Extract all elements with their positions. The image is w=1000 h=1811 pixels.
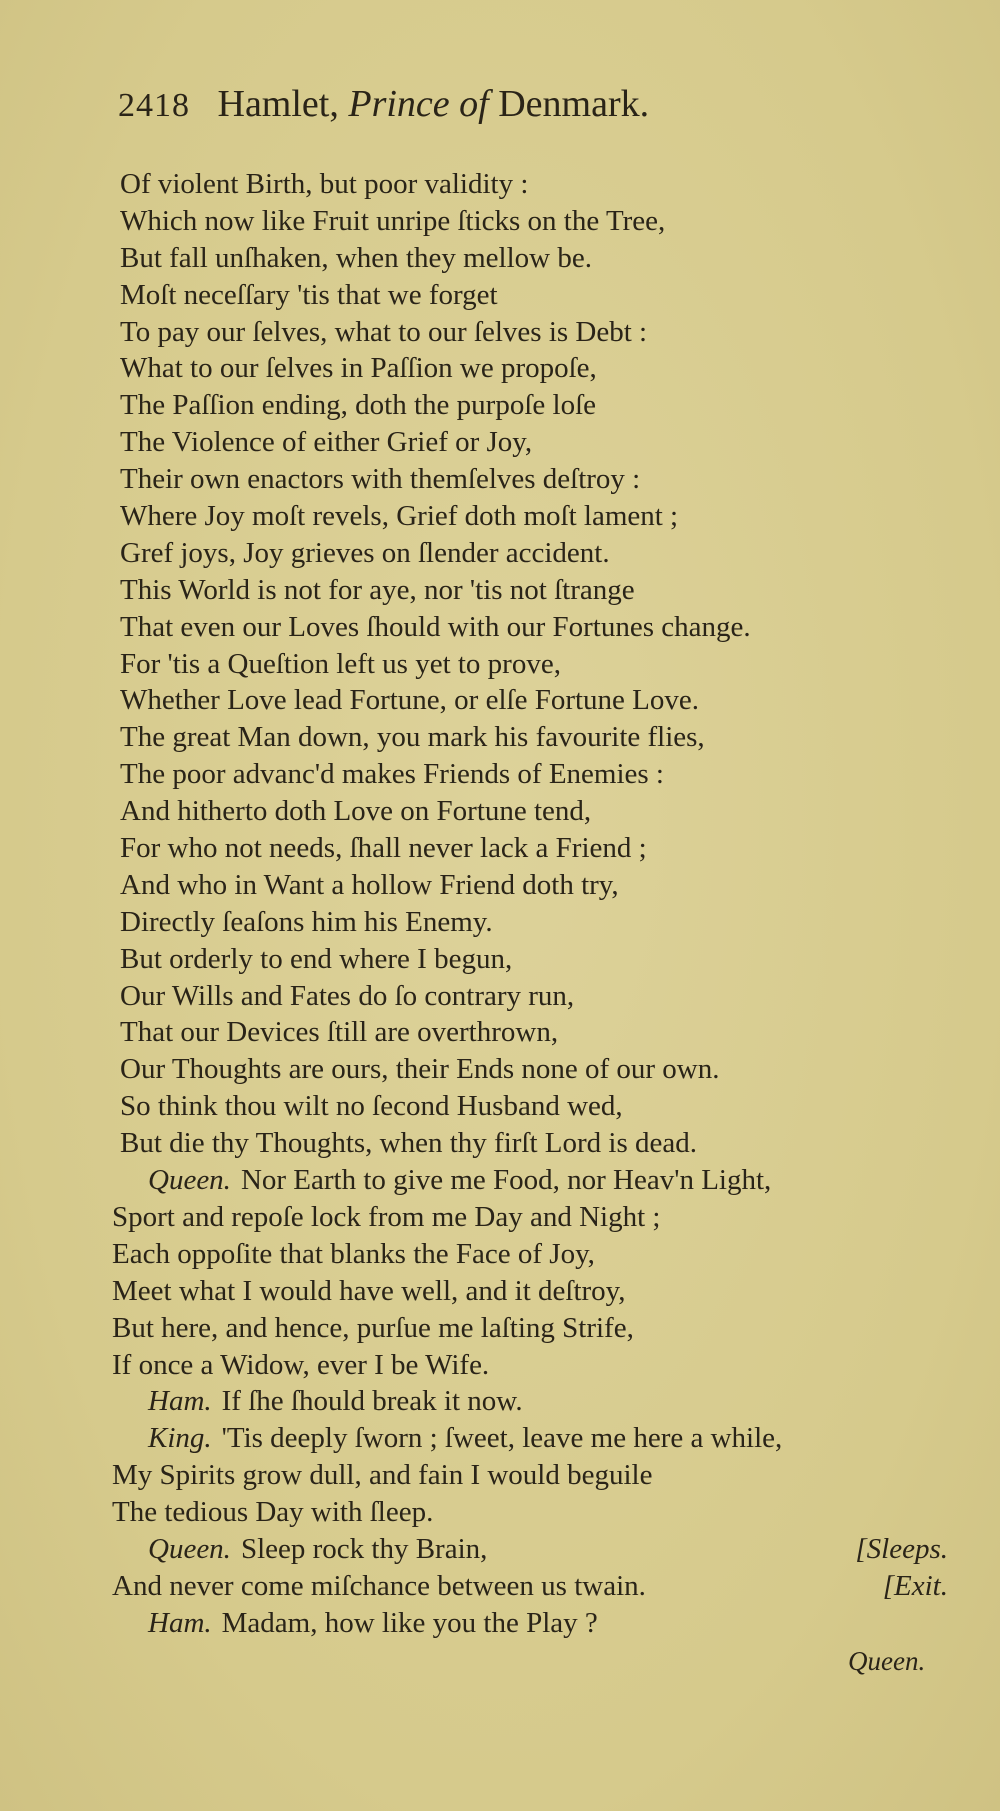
verse-line: [120, 1605, 960, 1642]
verse-line: [120, 1051, 960, 1088]
line-text: My Spirits grow dull, and fain I would beguile: [112, 1459, 653, 1492]
line-text: And hitherto doth Love on Fortune tend,: [120, 795, 592, 828]
line-text: For 'tis a Queſtion left us yet to prove,: [120, 647, 561, 680]
line-text: The Paſſion ending, doth the purpoſe loſe: [120, 389, 596, 422]
speaker-name: Ham.: [148, 1606, 212, 1639]
verse-line: [120, 1125, 960, 1162]
line-text: Our Thoughts are ours, their Ends none of our own.: [120, 1053, 720, 1086]
stage-direction: [Exit.: [882, 1569, 948, 1602]
catchword: Queen.: [848, 1646, 926, 1676]
speaker-name: King.: [148, 1422, 212, 1455]
line-text: For who not needs, ſhall never lack a Friend ;: [120, 832, 647, 865]
page-number: 2418: [118, 87, 190, 124]
verse-line: [120, 941, 960, 978]
line-text: But fall unſhaken, when they mellow be.: [120, 241, 592, 274]
line-text: Nor Earth to give me Food, nor Heav'n Light,: [240, 1164, 772, 1197]
verse-line: [120, 1531, 960, 1568]
verse-line: [120, 1014, 960, 1051]
verse-line: [120, 830, 960, 867]
line-text: But orderly to end where I begun,: [120, 942, 513, 975]
verse-line: [112, 1236, 960, 1273]
line-text: The great Man down, you mark his favourite flies,: [120, 721, 705, 754]
verse-line: [120, 1162, 960, 1199]
header-title-part1: Hamlet,: [217, 83, 339, 125]
speaker-name: Queen.: [148, 1532, 231, 1565]
verse-line: [112, 1457, 960, 1494]
verse-line: [120, 461, 960, 498]
line-text: The Violence of either Grief or Joy,: [120, 426, 533, 459]
verse-line: [120, 535, 960, 572]
line-text: Madam, how like you the Play ?: [221, 1606, 598, 1639]
line-text: The tedious Day with ſleep.: [112, 1496, 434, 1529]
line-text: Their own enactors with themſelves deſtroy :: [120, 463, 641, 496]
line-text: Directly ſeaſons him his Enemy.: [120, 905, 493, 938]
verse-line: [120, 1088, 960, 1125]
verse-line: [112, 1273, 960, 1310]
line-text: To pay our ſelves, what to our ſelves is Debt :: [120, 315, 648, 348]
line-text: If ſhe ſhould break it now.: [221, 1385, 523, 1418]
verse-line: [120, 682, 960, 719]
verse-line: [120, 350, 960, 387]
verse-line: [120, 609, 960, 646]
verse-line: [112, 1310, 960, 1347]
verse-line: [120, 646, 960, 683]
line-text: And who in Want a hollow Friend doth try,: [120, 868, 619, 901]
verse-line: [112, 1347, 960, 1384]
line-text: Meet what I would have well, and it deſtroy,: [112, 1274, 626, 1307]
verse-line: [120, 793, 960, 830]
speaker-name: Ham.: [148, 1385, 212, 1418]
verse-line: [120, 572, 960, 609]
verse-text: [112, 166, 960, 1642]
line-text: That even our Loves ſhould with our Fortunes change.: [120, 610, 751, 643]
header-title-italic: Prince of: [348, 83, 489, 125]
verse-line: [120, 978, 960, 1015]
verse-line: [120, 387, 960, 424]
line-text: So think thou wilt no ſecond Husband wed,: [120, 1090, 623, 1123]
line-text: Moſt neceſſary 'tis that we forget: [120, 278, 498, 311]
line-text: Sleep rock thy Brain,: [240, 1532, 488, 1565]
verse-line: [120, 1420, 960, 1457]
verse-line: [112, 1568, 960, 1605]
line-text: Our Wills and Fates do ſo contrary run,: [120, 979, 575, 1012]
verse-line: [120, 719, 960, 756]
line-text: What to our ſelves in Paſſion we propoſe,: [120, 352, 597, 385]
line-text: Whether Love lead Fortune, or elſe Fortune Love.: [120, 684, 699, 717]
line-text: Gref joys, Joy grieves on ſlender accident.: [120, 536, 610, 569]
verse-line: [112, 1494, 960, 1531]
stage-direction: [Sleeps.: [855, 1532, 948, 1565]
line-text: The poor advanc'd makes Friends of Enemies :: [120, 758, 664, 791]
line-text: But here, and hence, purſue me laſting Strife,: [112, 1311, 634, 1344]
line-text: Of violent Birth, but poor validity :: [120, 168, 529, 200]
line-text: Each oppoſite that blanks the Face of Joy,: [112, 1237, 595, 1270]
verse-line: [120, 756, 960, 793]
verse-line: [120, 314, 960, 351]
verse-line: [120, 424, 960, 461]
header-title-part2: Denmark.: [498, 83, 650, 125]
line-text: This World is not for aye, nor 'tis not ſtrange: [120, 573, 635, 606]
line-text: 'Tis deeply ſworn ; ſweet, leave me here a while,: [221, 1422, 783, 1455]
verse-line: [120, 1383, 960, 1420]
line-text: Which now like Fruit unripe ſticks on the Tree,: [120, 204, 666, 237]
line-text: Sport and repoſe lock from me Day and Night ;: [112, 1200, 661, 1233]
verse-line: [120, 166, 960, 203]
verse-line: [120, 240, 960, 277]
line-text: And never come miſchance between us twain.: [112, 1569, 646, 1602]
line-text: That our Devices ſtill are overthrown,: [120, 1016, 559, 1049]
verse-line: [120, 277, 960, 314]
verse-line: [120, 867, 960, 904]
line-text: If once a Widow, ever I be Wife.: [112, 1348, 490, 1381]
verse-line: [120, 498, 960, 535]
line-text: Where Joy moſt revels, Grief doth moſt lament ;: [120, 500, 679, 533]
speaker-name: Queen.: [148, 1164, 231, 1197]
running-header: [118, 82, 649, 126]
line-text: But die thy Thoughts, when thy firſt Lord is dead.: [120, 1127, 697, 1160]
verse-line: [120, 203, 960, 240]
verse-line: [112, 1199, 960, 1236]
verse-line: [120, 904, 960, 941]
